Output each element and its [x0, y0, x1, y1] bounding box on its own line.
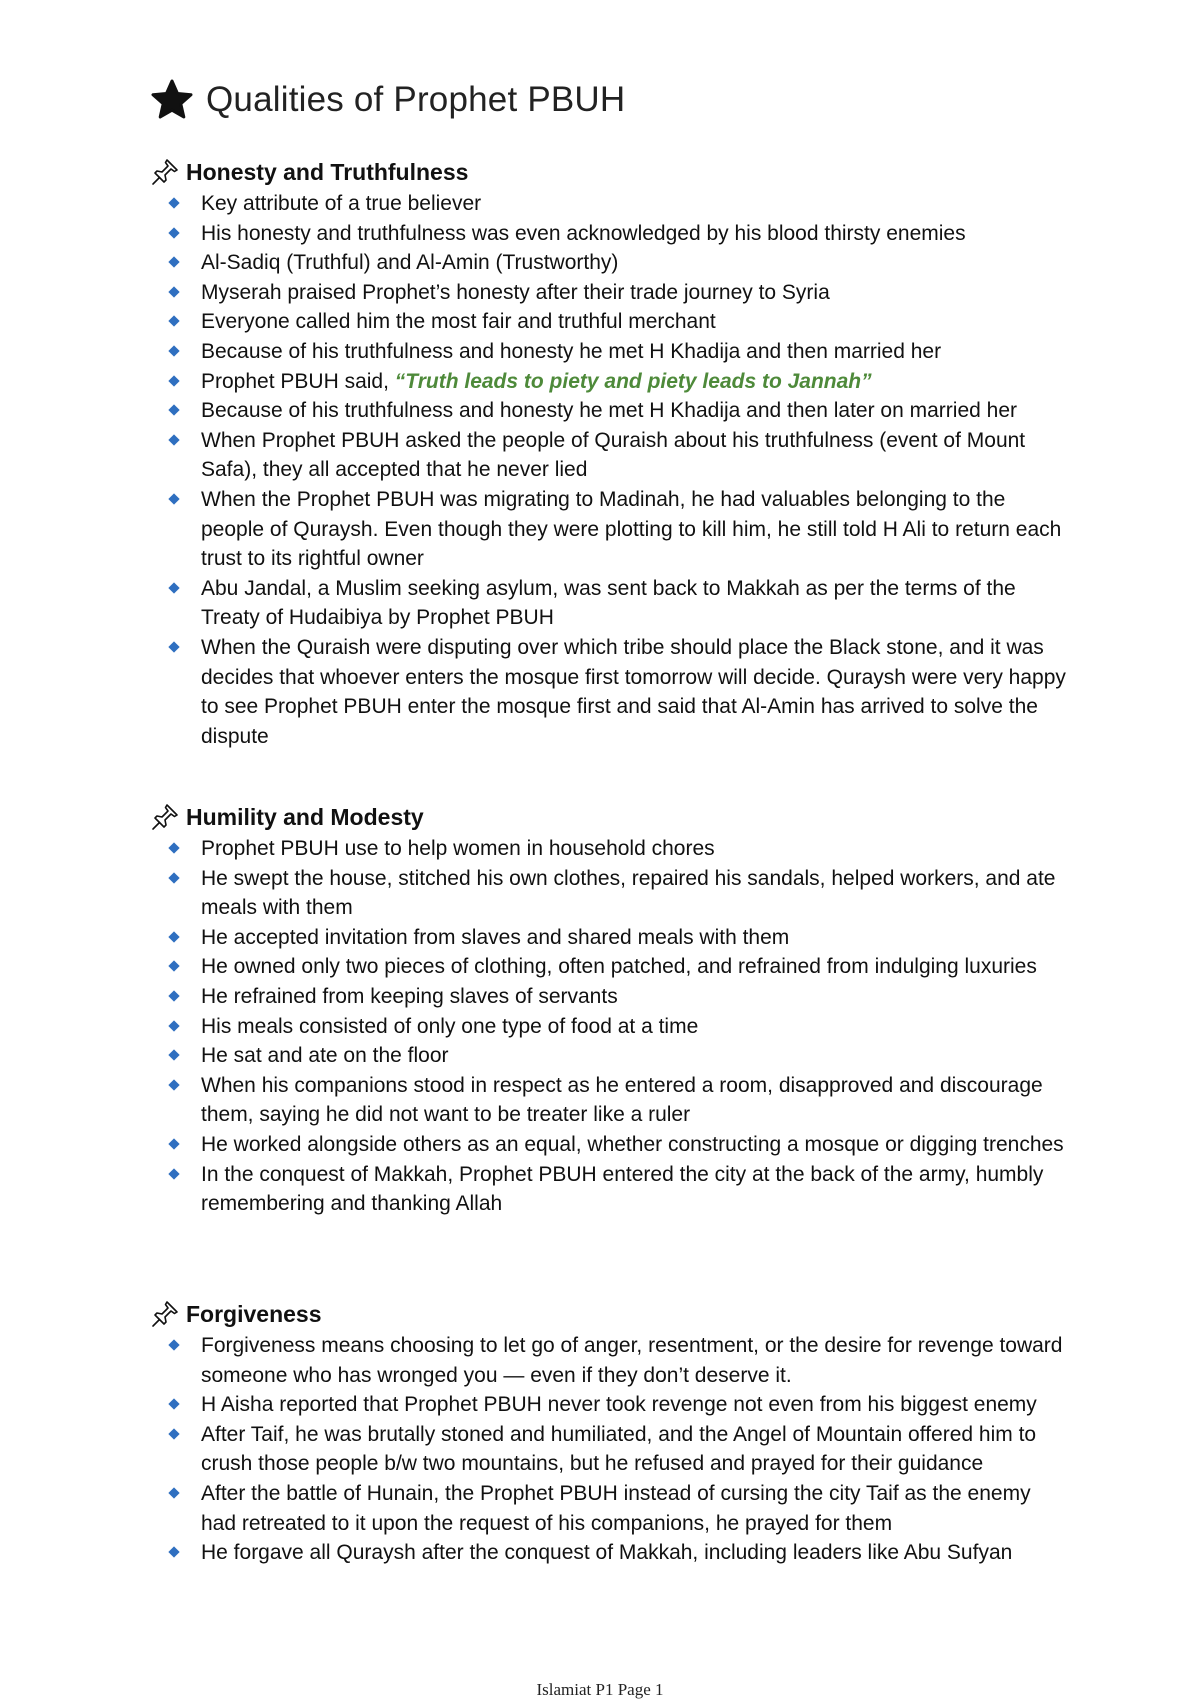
- diamond-bullet-icon: [168, 375, 179, 386]
- list-item: He sat and ate on the floor: [150, 1041, 1070, 1071]
- diamond-bullet-icon: [168, 1428, 179, 1439]
- list-item: He owned only two pieces of clothing, often patched, and refrained from indulging luxuries: [150, 952, 1070, 982]
- list-item: After the battle of Hunain, the Prophet PBUH instead of cursing the city Taif as the enemy had retreated to it upon the request of his companions, he prayed for them: [150, 1479, 1070, 1538]
- diamond-bullet-icon: [168, 1487, 179, 1498]
- list-item: He forgave all Quraysh after the conquest of Makkah, including leaders like Abu Sufyan: [150, 1538, 1070, 1568]
- list-item: H Aisha reported that Prophet PBUH never took revenge not even from his biggest enemy: [150, 1390, 1070, 1420]
- diamond-bullet-icon: [168, 493, 179, 504]
- diamond-bullet-icon: [168, 286, 179, 297]
- pushpin-icon: [150, 802, 180, 832]
- list-item: When the Prophet PBUH was migrating to Madinah, he had valuables belonging to the people of Quraysh. Even though they were plotting to kill him, he still told H Ali to return each trust to its rightful owner: [150, 485, 1070, 574]
- list-item: Myserah praised Prophet’s honesty after their trade journey to Syria: [150, 278, 1070, 308]
- page-footer: Islamiat P1 Page 1: [536, 1680, 664, 1699]
- list-item: In the conquest of Makkah, Prophet PBUH entered the city at the back of the army, humbly remembering and thanking Allah: [150, 1160, 1070, 1219]
- list-item: He swept the house, stitched his own clothes, repaired his sandals, helped workers, and ate meals with them: [150, 864, 1070, 923]
- diamond-bullet-icon: [168, 1399, 179, 1410]
- diamond-bullet-icon: [168, 1339, 179, 1350]
- list-item: When the Quraish were disputing over which tribe should place the Black stone, and it was decides that whoever enters the mosque first tomorrow will decide. Quraysh were very happy to see Prophet PBUH enter the mosque first and said that Al-Amin has arrived to solve the dispute: [150, 633, 1070, 751]
- diamond-bullet-icon: [168, 434, 179, 445]
- bullet-list: [150, 1331, 1070, 1568]
- section-heading: Humility and Modesty: [186, 803, 424, 830]
- list-item: Abu Jandal, a Muslim seeking asylum, was sent back to Makkah as per the terms of the Treaty of Hudaibiya by Prophet PBUH: [150, 574, 1070, 633]
- list-item: Key attribute of a true believer: [150, 189, 1070, 219]
- diamond-bullet-icon: [168, 227, 179, 238]
- diamond-bullet-icon: [168, 1049, 179, 1060]
- diamond-bullet-icon: [168, 1020, 179, 1031]
- section-heading-row: [150, 1297, 1070, 1331]
- list-item: His honesty and truthfulness was even acknowledged by his blood thirsty enemies: [150, 219, 1070, 249]
- list-item: He accepted invitation from slaves and shared meals with them: [150, 923, 1070, 953]
- diamond-bullet-icon: [168, 1168, 179, 1179]
- quote-text: “Truth leads to piety and piety leads to Jannah”: [394, 369, 872, 393]
- section-heading: Forgiveness: [186, 1300, 322, 1327]
- list-item: When Prophet PBUH asked the people of Quraish about his truthfulness (event of Mount Safa), they all accepted that he never lied: [150, 426, 1070, 485]
- list-item: Prophet PBUH said, “Truth leads to piety and piety leads to Jannah”: [150, 367, 1070, 397]
- list-item: Because of his truthfulness and honesty he met H Khadija and then later on married her: [150, 396, 1070, 426]
- page-title-row: [150, 78, 625, 122]
- list-item: Everyone called him the most fair and truthful merchant: [150, 307, 1070, 337]
- list-item: After Taif, he was brutally stoned and humiliated, and the Angel of Mountain offered him to crush those people b/w two mountains, but he refused and prayed for their guidance: [150, 1420, 1070, 1479]
- list-item: Forgiveness means choosing to let go of anger, resentment, or the desire for revenge toward someone who has wronged you — even if they don’t deserve it.: [150, 1331, 1070, 1390]
- page-title: Qualities of Prophet PBUH: [206, 80, 626, 119]
- diamond-bullet-icon: [168, 931, 179, 942]
- section-humility: [150, 800, 1070, 1219]
- pushpin-icon: [150, 157, 180, 187]
- diamond-bullet-icon: [168, 961, 179, 972]
- star-icon: [150, 78, 194, 122]
- list-item: He worked alongside others as an equal, whether constructing a mosque or digging trenches: [150, 1130, 1070, 1160]
- section-forgiveness: [150, 1297, 1070, 1568]
- diamond-bullet-icon: [168, 316, 179, 327]
- bullet-list: [150, 834, 1070, 1219]
- list-item: When his companions stood in respect as he entered a room, disapproved and discourage them, saying he did not want to be treater like a ruler: [150, 1071, 1070, 1130]
- diamond-bullet-icon: [168, 345, 179, 356]
- section-heading-row: [150, 800, 1070, 834]
- section-heading: Honesty and Truthfulness: [186, 158, 469, 185]
- list-item: Because of his truthfulness and honesty he met H Khadija and then married her: [150, 337, 1070, 367]
- list-item: Al-Sadiq (Truthful) and Al-Amin (Trustworthy): [150, 248, 1070, 278]
- diamond-bullet-icon: [168, 197, 179, 208]
- pushpin-icon: [150, 1299, 180, 1329]
- diamond-bullet-icon: [168, 872, 179, 883]
- bullet-list: [150, 189, 1070, 751]
- diamond-bullet-icon: [168, 641, 179, 652]
- diamond-bullet-icon: [168, 842, 179, 853]
- list-item: Prophet PBUH use to help women in household chores: [150, 834, 1070, 864]
- diamond-bullet-icon: [168, 990, 179, 1001]
- diamond-bullet-icon: [168, 582, 179, 593]
- diamond-bullet-icon: [168, 1546, 179, 1557]
- diamond-bullet-icon: [168, 1138, 179, 1149]
- diamond-bullet-icon: [168, 257, 179, 268]
- list-item: His meals consisted of only one type of food at a time: [150, 1012, 1070, 1042]
- list-item: He refrained from keeping slaves of servants: [150, 982, 1070, 1012]
- diamond-bullet-icon: [168, 1079, 179, 1090]
- section-honesty: [150, 155, 1070, 751]
- section-heading-row: [150, 155, 1070, 189]
- diamond-bullet-icon: [168, 404, 179, 415]
